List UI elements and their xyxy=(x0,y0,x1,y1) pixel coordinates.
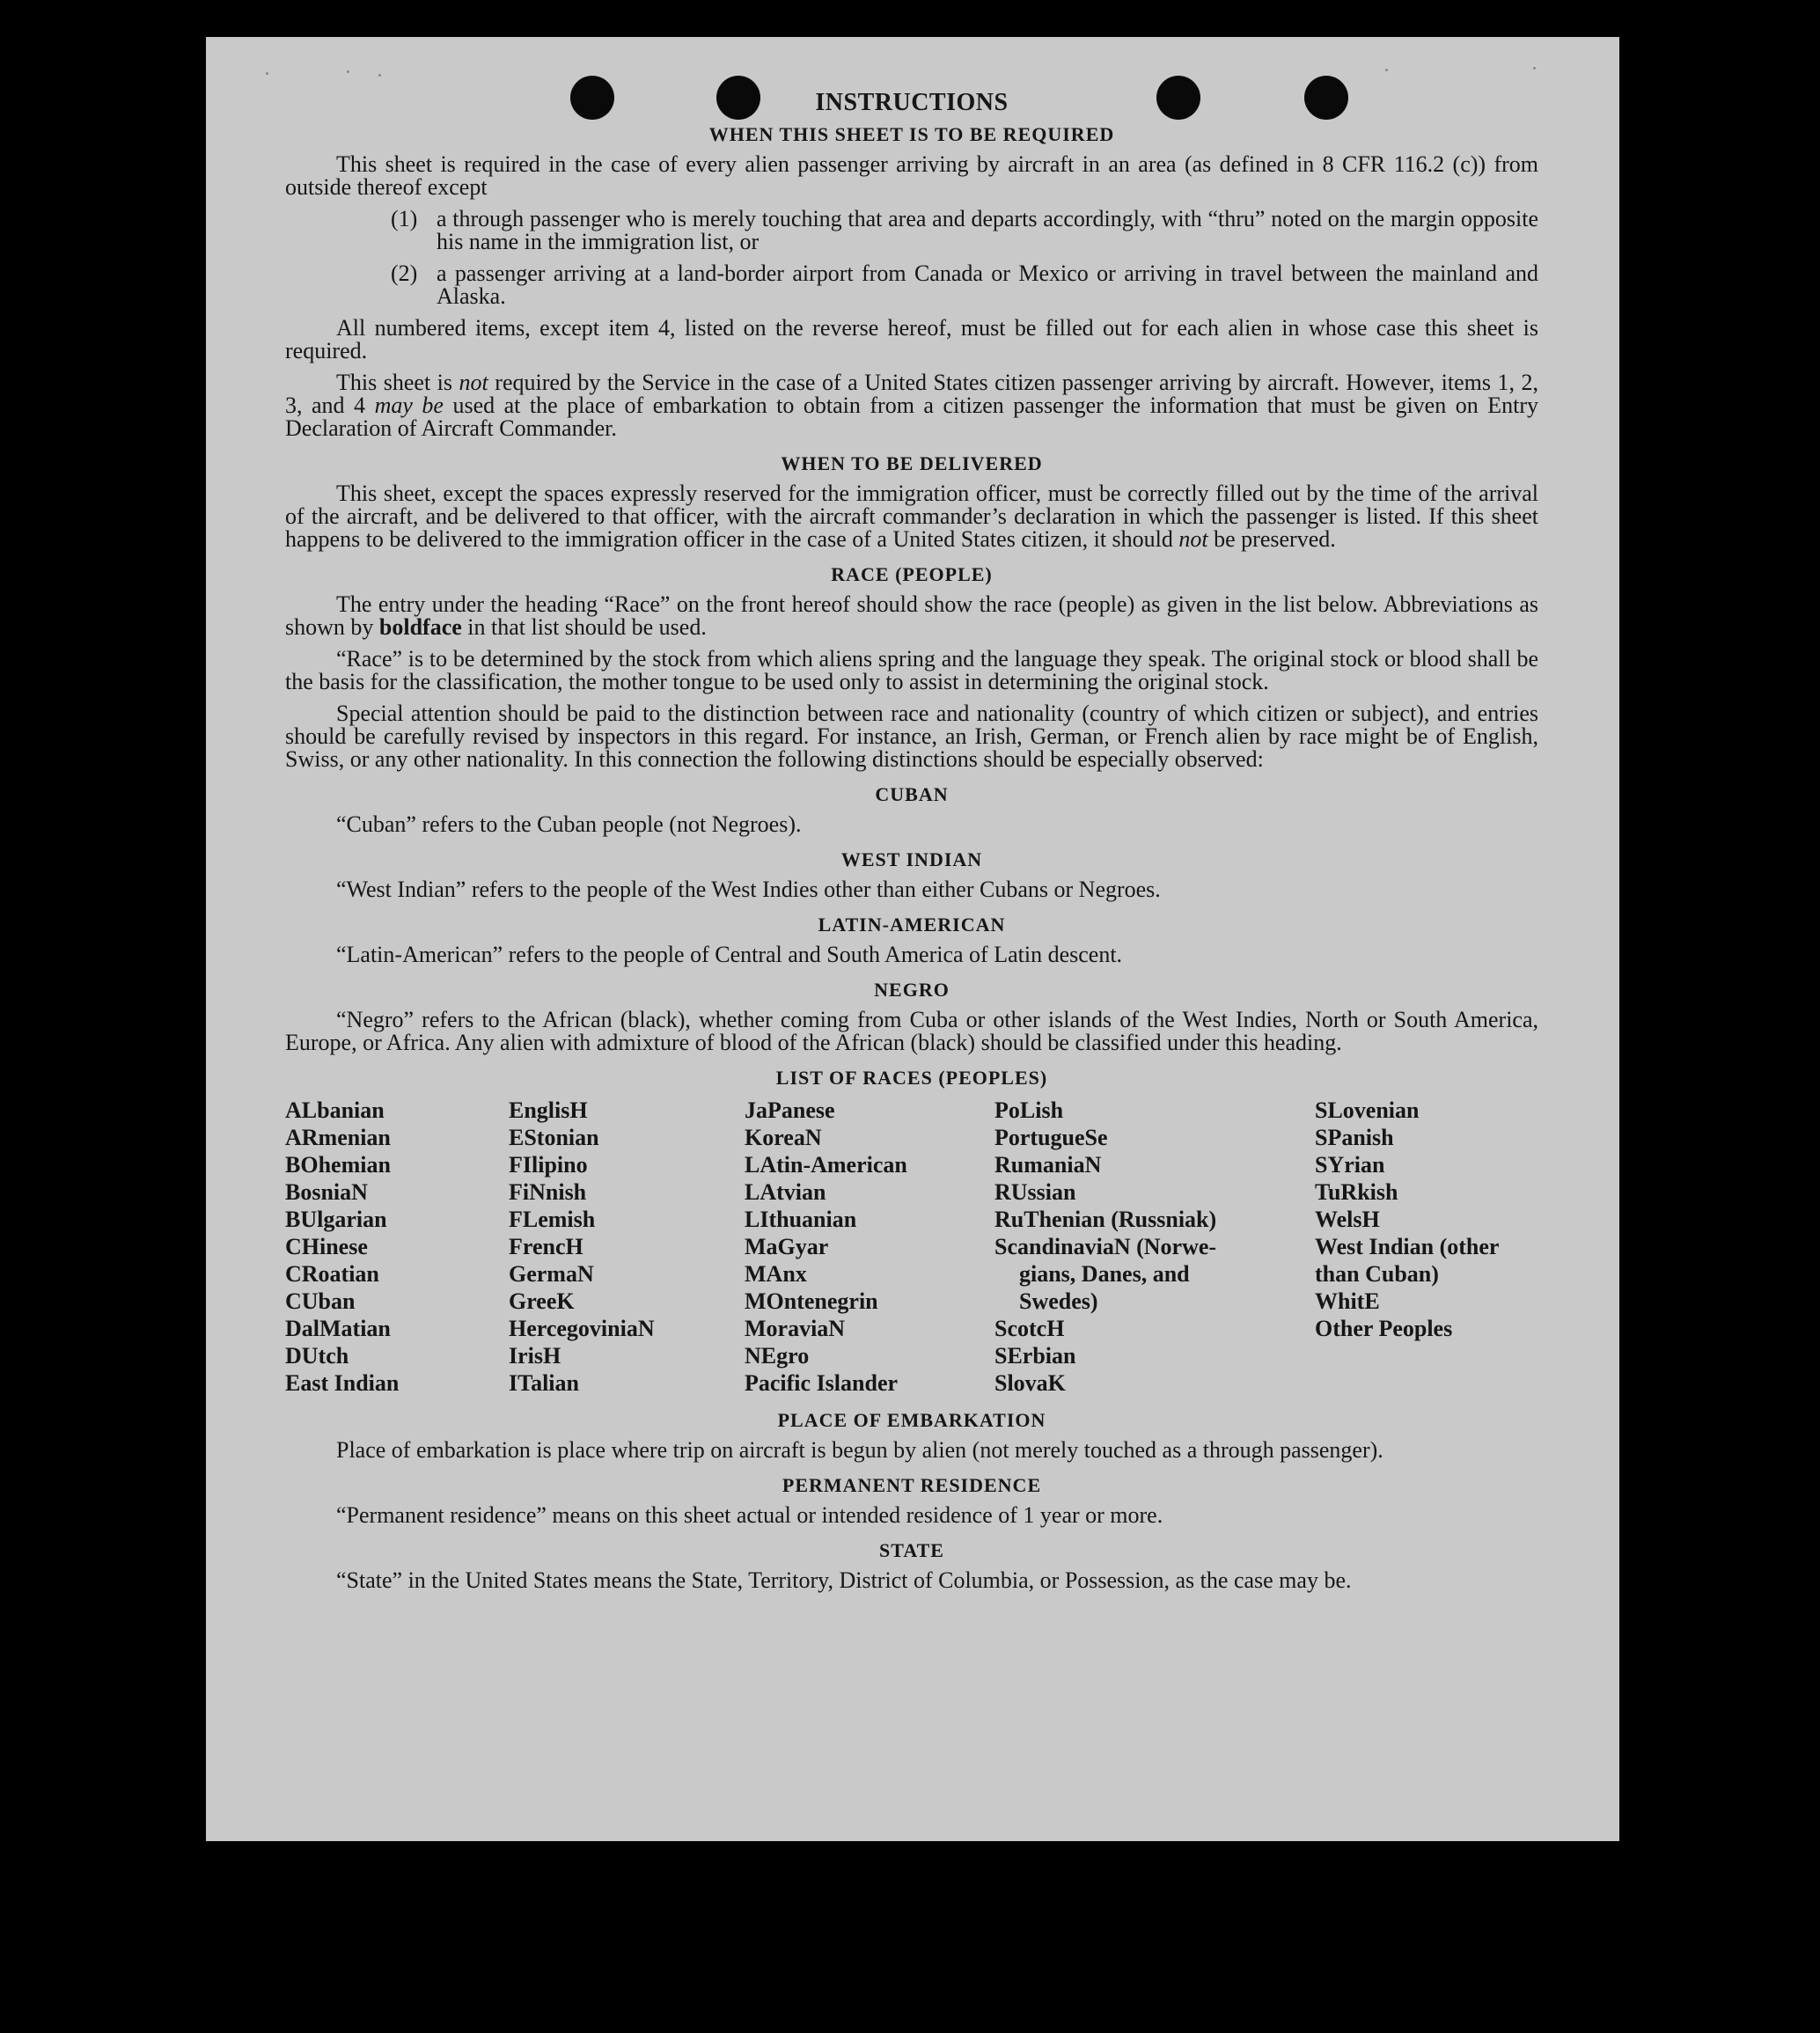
paragraph: “Permanent residence” means on this sheet actual or intended residence of 1 year or more. xyxy=(336,1502,1163,1528)
race-entry: LIthuanian xyxy=(745,1207,857,1232)
race-entry: KoreaN xyxy=(745,1125,822,1150)
race-column-2 xyxy=(509,1097,745,1397)
speck xyxy=(1533,67,1536,70)
page-title: INSTRUCTIONS xyxy=(815,89,1009,116)
race-column-1 xyxy=(285,1097,509,1397)
race-entry: WelsH xyxy=(1315,1207,1380,1232)
list-number: (1) xyxy=(391,206,418,231)
text-run: used at the place of embarkation to obtain from a citizen passenger the information that must be given on Entry Declaration of Aircraft Commander. xyxy=(285,393,1539,441)
race-entry: CUban xyxy=(285,1288,356,1314)
section-heading-embarkation: PLACE OF EMBARKATION xyxy=(777,1409,1046,1431)
paragraph: Special attention should be paid to the distinction between race and nationality (country of which citizen or subject), and entries should be carefully revised by inspectors in this regard. For instance, an Irish, German, or French alien by race might be of English, Swiss, or any other nationality. In this connection the following distinctions should be especially observed: xyxy=(285,701,1538,772)
document-page xyxy=(206,37,1619,1841)
race-entry: JaPanese xyxy=(745,1097,835,1123)
race-entry: ScotcH xyxy=(994,1316,1065,1341)
paragraph: “Cuban” refers to the Cuban people (not Negroes). xyxy=(336,811,802,837)
race-entry: CHinese xyxy=(285,1234,368,1259)
race-entry: Pacific Islander xyxy=(745,1370,899,1396)
race-list xyxy=(285,1097,1538,1397)
race-entry: RuThenian (Russniak) xyxy=(994,1207,1217,1232)
race-entry: HercegoviniaN xyxy=(509,1316,655,1341)
section-heading-residence: PERMANENT RESIDENCE xyxy=(782,1474,1042,1496)
speck xyxy=(266,72,268,75)
race-entry: PortugueSe xyxy=(994,1125,1108,1150)
section-heading-required: WHEN THIS SHEET IS TO BE REQUIRED xyxy=(708,123,1115,145)
section-heading-list-of-races: LIST OF RACES (PEOPLES) xyxy=(775,1067,1048,1089)
race-entry: BOhemian xyxy=(285,1152,391,1178)
race-entry: GreeK xyxy=(509,1288,575,1314)
race-entry: West Indian (other xyxy=(1315,1234,1500,1259)
list-text: a passenger arriving at a land-border airport from Canada or Mexico or arriving in travel between the mainland and Alaska. xyxy=(437,261,1538,309)
race-entry: ITalian xyxy=(509,1370,579,1396)
race-entry: EnglisH xyxy=(509,1097,588,1123)
race-entry: SlovaK xyxy=(994,1370,1066,1396)
race-entry: RUssian xyxy=(994,1179,1076,1205)
race-column-4 xyxy=(994,1097,1315,1397)
text-run: in that list should be used. xyxy=(461,614,707,640)
paragraph: All numbered items, except item 4, listed on the reverse hereof, must be filled out for each alien in whose case this sheet is required. xyxy=(285,315,1538,363)
race-entry: CRoatian xyxy=(285,1261,379,1287)
speck xyxy=(378,74,381,77)
list-number: (2) xyxy=(391,261,418,286)
race-entry: BosniaN xyxy=(285,1179,368,1205)
race-entry: DUtch xyxy=(285,1343,349,1369)
race-entry: gians, Danes, and xyxy=(1019,1261,1190,1287)
race-entry: East Indian xyxy=(285,1370,400,1396)
race-entry: SLovenian xyxy=(1315,1097,1420,1123)
list-item xyxy=(285,262,1538,308)
paragraph: “State” in the United States means the State, Territory, District of Columbia, or Possession, as the case may be. xyxy=(336,1567,1352,1593)
race-entry: PoLish xyxy=(994,1097,1064,1123)
race-entry: ARmenian xyxy=(285,1125,391,1150)
race-entry: SErbian xyxy=(994,1343,1076,1369)
paragraph: This sheet is required in the case of every alien passenger arriving by aircraft in an area (as defined in 8 CFR 116.2 (c)) from outside thereof except xyxy=(285,151,1538,200)
race-entry: LAtin-American xyxy=(745,1152,907,1178)
text-run-bold: boldface xyxy=(378,614,462,640)
race-entry: DalMatian xyxy=(285,1316,391,1341)
race-entry: FrencH xyxy=(509,1234,583,1259)
speck xyxy=(347,70,349,73)
race-entry: MoraviaN xyxy=(745,1316,846,1341)
list-item xyxy=(285,208,1538,253)
race-entry: EStonian xyxy=(509,1125,599,1150)
section-heading-race: RACE (PEOPLE) xyxy=(831,563,993,585)
paragraph: “Race” is to be determined by the stock from which aliens spring and the language they speak. The original stock or blood shall be the basis for the classification, the mother tongue to be used only to assist in determining the original stock. xyxy=(285,646,1538,694)
text-run: required by the Service in the case of a United States citizen passenger arriving by aircraft. However, items 1, 2, 3, and 4 xyxy=(285,370,1538,418)
race-entry: ALbanian xyxy=(285,1097,385,1123)
race-entry: than Cuban) xyxy=(1315,1261,1439,1287)
text-run: This sheet, except the spaces expressly reserved for the immigration officer, must be correctly filled out by the time of the arrival of the aircraft, and be delivered to that officer, with the aircraft commander’s declaration in which the passenger is listed. If this sheet happens to be delivered to the immigration officer in the case of a United States citizen, it should xyxy=(285,481,1538,552)
list-text: a through passenger who is merely touching that area and departs accordingly, with “thru” noted on the margin opposite his name in the immigration list, or xyxy=(437,206,1538,254)
race-entry: Other Peoples xyxy=(1315,1316,1453,1341)
paragraph xyxy=(285,593,1538,639)
race-entry: Swedes) xyxy=(1019,1288,1098,1314)
speck xyxy=(1385,69,1388,71)
instructions-body xyxy=(285,89,1539,1601)
section-heading-negro: NEGRO xyxy=(874,979,950,1001)
text-run-italic: not xyxy=(459,370,488,395)
race-entry: GermaN xyxy=(509,1261,594,1287)
race-column-3 xyxy=(745,1097,994,1397)
race-entry: MAnx xyxy=(745,1261,807,1287)
section-heading-state: STATE xyxy=(879,1539,944,1561)
text-run-italic: not xyxy=(1178,526,1208,552)
race-entry: MOntenegrin xyxy=(745,1288,878,1314)
section-heading-west-indian: WEST INDIAN xyxy=(840,848,983,870)
text-run-italic: may be xyxy=(374,393,444,418)
race-entry: LAtvian xyxy=(745,1179,826,1205)
race-column-5 xyxy=(1315,1097,1538,1397)
race-entry: FIlipino xyxy=(509,1152,588,1178)
paragraph: “Negro” refers to the African (black), whether coming from Cuba or other islands of the West Indies, North or South America, Europe, or Africa. Any alien with admixture of blood of the African (black) should be classified under this heading. xyxy=(285,1007,1538,1055)
race-entry: BUlgarian xyxy=(285,1207,387,1232)
race-entry: MaGyar xyxy=(745,1234,829,1259)
race-entry: TuRkish xyxy=(1315,1179,1398,1205)
paragraph xyxy=(285,371,1538,440)
section-heading-delivered: WHEN TO BE DELIVERED xyxy=(781,452,1043,474)
race-entry: IrisH xyxy=(509,1343,561,1369)
paragraph: Place of embarkation is place where trip on aircraft is begun by alien (not merely touched as a through passenger). xyxy=(336,1437,1383,1463)
race-entry: RumaniaN xyxy=(994,1152,1102,1178)
text-run: The entry under the heading “Race” on the front hereof should show the race (people) as given in the list below. Abbreviations as shown by xyxy=(285,591,1538,640)
text-run: This sheet is xyxy=(336,370,459,395)
paragraph xyxy=(285,482,1538,551)
section-heading-latin-american: LATIN-AMERICAN xyxy=(818,914,1006,936)
race-entry: SYrian xyxy=(1315,1152,1385,1178)
text-run: be preserved. xyxy=(1207,526,1336,552)
race-entry: FLemish xyxy=(509,1207,596,1232)
race-entry: NEgro xyxy=(745,1343,810,1369)
race-entry: SPanish xyxy=(1315,1125,1394,1150)
paragraph: “Latin-American” refers to the people of Central and South America of Latin descent. xyxy=(336,942,1123,967)
race-entry: FiNnish xyxy=(509,1179,587,1205)
section-heading-cuban: CUBAN xyxy=(875,783,949,805)
paragraph: “West Indian” refers to the people of the West Indies other than either Cubans or Negroes. xyxy=(336,877,1161,902)
race-entry: ScandinaviaN (Norwe- xyxy=(994,1234,1217,1259)
race-entry: WhitE xyxy=(1315,1288,1380,1314)
